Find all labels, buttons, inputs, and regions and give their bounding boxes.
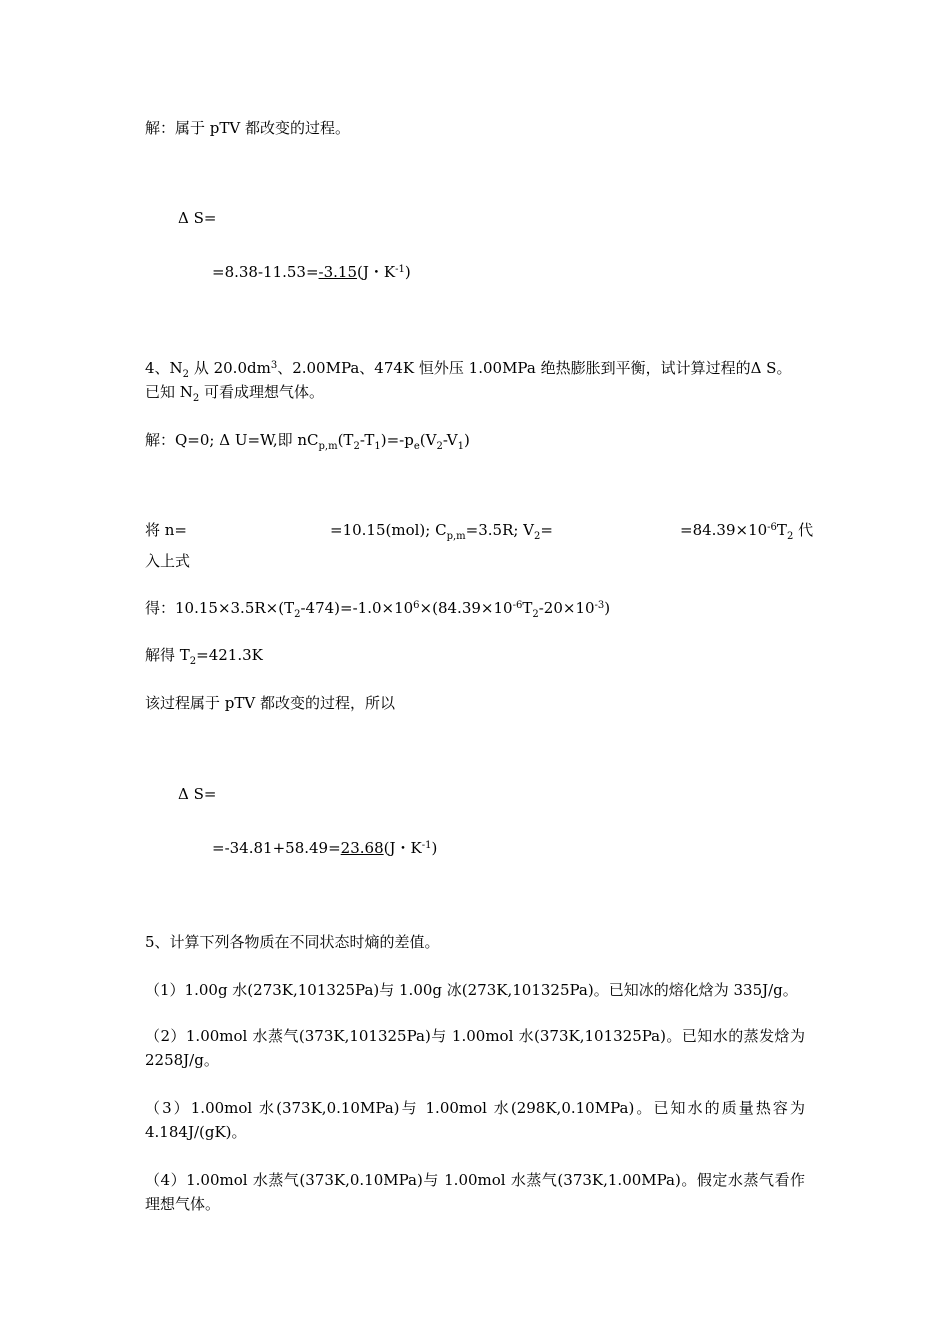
sol4-substitute-col2: =10.15(mol); $C_{p,m}=3.5R$; $V_2=$ xyxy=(330,521,553,542)
sol4-energy-balance: 解：Q=0; Δ U=W,即 $nC_{p,m}(T_2-T_1)=-p_e(V_2-V_1)$ xyxy=(145,431,470,452)
sol3-result: =8.38-11.53=-3.15(J・$K^{-1}$) xyxy=(212,263,411,281)
q4-statement-line2: 已知 $N_2$ 可看成理想气体。 xyxy=(145,383,325,404)
q5-part3-line2: 4.184J/(gK)。 xyxy=(145,1123,247,1141)
q5-part1: （1）1.00g 水(273K,101325Pa)与 1.00g 冰(273K,101325Pa)。已知冰的熔化焓为 335J/g。 xyxy=(145,981,798,999)
sol3-result-value: -3.15 xyxy=(318,263,358,281)
sol4-substitute-col1: 将 n= xyxy=(145,521,187,539)
q5-part4-line1: （4）1.00mol 水蒸气(373K,0.10MPa)与 1.00mol 水蒸气(373K,1.00MPa)。假定水蒸气看作 xyxy=(145,1171,805,1189)
sol4-result: =-34.81+58.49=23.68(J・$K^{-1}$) xyxy=(212,839,438,857)
sol4-delta-s-label: Δ S= xyxy=(178,785,217,803)
q5-part3-line1: （3）1.00mol 水(373K,0.10MPa)与 1.00mol 水(298K,0.10MPa)。已知水的质量热容为 xyxy=(145,1099,805,1117)
q5-part2-line1: （2）1.00mol 水蒸气(373K,101325Pa)与 1.00mol 水(373K,101325Pa)。已知水的蒸发焓为 xyxy=(145,1027,805,1045)
sol4-process-note: 该过程属于 pTV 都改变的过程，所以 xyxy=(145,694,395,712)
sol4-equation: 得：$10.15\times 3.5R\times(T_2-474)=-1.0\times 10^6\times(84.39\times 10^{-6}T_2-20\times 10^{-3})$ xyxy=(145,599,611,620)
sol4-t2-result: 解得 $T_2=421.3K$ xyxy=(145,646,263,667)
q4-statement-line1: 4、$N_2$ 从 $20.0dm^3$、2.00MPa、474K 恒外压 1.00MPa 绝热膨胀到平衡，试计算过程的Δ S。 xyxy=(145,359,792,380)
sol3-delta-s-label: Δ S= xyxy=(178,209,217,227)
sol3-intro: 解：属于 pTV 都改变的过程。 xyxy=(145,119,350,137)
q5-part2-line2: 2258J/g。 xyxy=(145,1051,219,1069)
sol4-substitute-col3: $=84.39\times 10^{-6}T_2$ 代 xyxy=(680,521,814,542)
sol4-substitute-cont: 入上式 xyxy=(145,552,191,570)
sol4-result-value: 23.68 xyxy=(340,839,384,857)
q5-title: 5、计算下列各物质在不同状态时熵的差值。 xyxy=(145,933,440,951)
q5-part4-line2: 理想气体。 xyxy=(145,1195,221,1213)
